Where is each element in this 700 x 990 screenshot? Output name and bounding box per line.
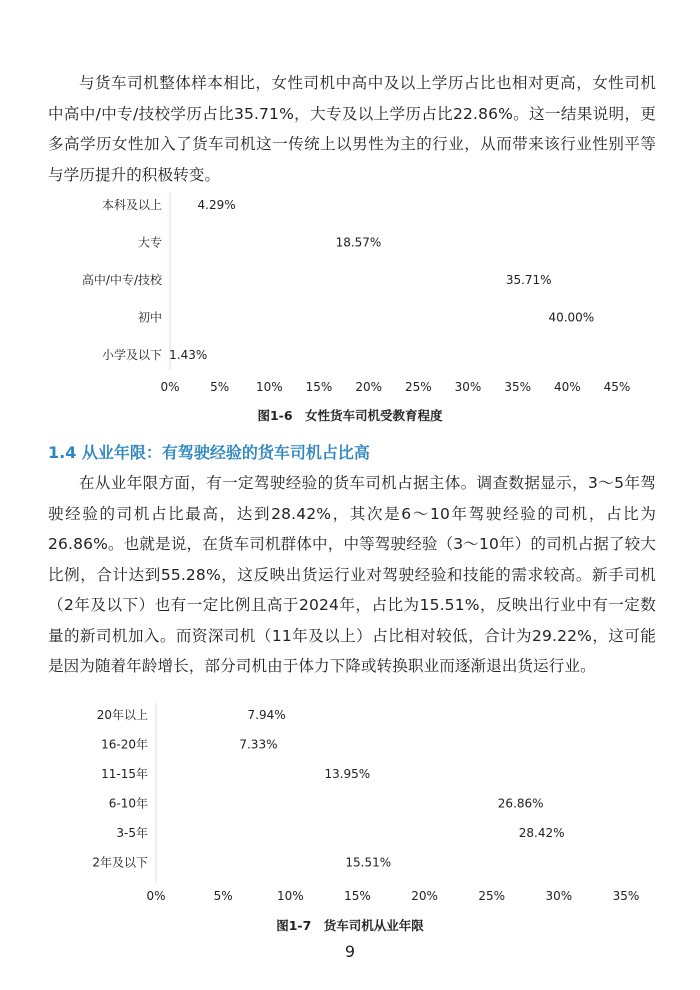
x-tick-label: 25% xyxy=(478,889,506,903)
data-bar xyxy=(156,856,364,870)
paragraph-work-years-summary: 在从业年限方面，有一定驾驶经验的货车司机占据主体。调查数据显示，3～5年驾驶经验的司机占比最高，达到28.42%，其次是6～10年驾驶经验的司机，占比为26.86%。也就是说，在货车司机群体中，中等驾驶经验（3～10年）的司机占据了较大比例，合计达到55.28%，这反映出货运行业对驾驶经验和技能的需求较高。新手司机（2年及以下）也有一定比例且高于2024年，占比为15.51%，反映出行业中有一定数量的新司机加入。而资深司机（11年及以上）占比相对较低，合计为29.22%，这可能是因为随着年龄增长，部分司机由于体力下降或转换职业而逐渐退出货运行业。 xyxy=(48,474,656,675)
category-label: 20年以上 xyxy=(96,708,148,722)
category-label: 3-5年 xyxy=(116,826,148,840)
section-heading-work-years: 1.4 从业年限：有驾驶经验的货车司机占比高 xyxy=(48,443,370,462)
x-tick-label: 45% xyxy=(603,380,631,394)
data-bar xyxy=(156,767,343,781)
x-tick-label: 30% xyxy=(454,380,482,394)
page-number: 9 xyxy=(344,942,356,961)
data-label: 35.71% xyxy=(505,273,552,287)
x-tick-label: 10% xyxy=(255,380,283,394)
category-label: 大专 xyxy=(137,235,162,250)
figure-caption-1-6: 图1-6 女性货车司机受教育程度 xyxy=(257,408,443,423)
x-tick-label: 40% xyxy=(553,380,581,394)
category-label: 本科及以上 xyxy=(101,198,162,212)
category-label: 初中 xyxy=(137,310,162,325)
data-label: 18.57% xyxy=(335,235,382,250)
x-tick-label: 15% xyxy=(344,889,371,903)
x-tick-label: 15% xyxy=(305,380,333,394)
data-label: 40.00% xyxy=(548,310,595,325)
data-label: 7.94% xyxy=(247,708,286,722)
x-tick-label: 0% xyxy=(160,380,180,394)
chart-female-driver-education xyxy=(0,186,700,396)
category-label: 6-10年 xyxy=(108,796,148,811)
data-bar xyxy=(170,311,567,325)
data-label: 26.86% xyxy=(497,796,544,811)
category-label: 11-15年 xyxy=(101,767,148,781)
category-label: 小学及以下 xyxy=(101,348,162,362)
category-label: 16-20年 xyxy=(101,737,148,752)
data-label: 1.43% xyxy=(169,348,208,362)
category-label: 2年及以下 xyxy=(92,855,148,870)
x-tick-label: 35% xyxy=(612,889,640,903)
data-label: 4.29% xyxy=(197,198,236,212)
x-tick-label: 20% xyxy=(411,889,438,903)
data-label: 28.42% xyxy=(518,826,565,840)
x-tick-label: 30% xyxy=(545,889,573,903)
category-label: 高中/中专/技校 xyxy=(81,273,162,287)
data-bar xyxy=(170,273,525,287)
data-bar xyxy=(170,236,354,250)
x-tick-label: 20% xyxy=(355,380,383,394)
chart-driver-work-years xyxy=(0,697,700,909)
data-label: 13.95% xyxy=(324,767,371,781)
data-bar xyxy=(156,826,538,840)
x-tick-label: 25% xyxy=(404,380,432,394)
x-tick-label: 35% xyxy=(504,380,532,394)
data-label: 15.51% xyxy=(345,855,392,870)
data-label: 7.33% xyxy=(239,737,278,752)
data-bar xyxy=(156,797,517,811)
x-tick-label: 5% xyxy=(213,889,233,903)
figure-caption-1-7: 图1-7 货车司机从业年限 xyxy=(276,918,424,933)
paragraph-education-summary: 与货车司机整体样本相比，女性司机中高中及以上学历占比也相对更高，女性司机中高中/中专/技校学历占比35.71%，大专及以上学历占比22.86%。这一结果说明，更多高学历女性加入了货车司机这一传统上以男性为主的行业，从而带来该行业性别平等与学历提升的积极转变。 xyxy=(48,74,656,184)
x-tick-label: 0% xyxy=(146,889,166,903)
x-tick-label: 10% xyxy=(276,889,304,903)
x-tick-label: 5% xyxy=(210,380,230,394)
